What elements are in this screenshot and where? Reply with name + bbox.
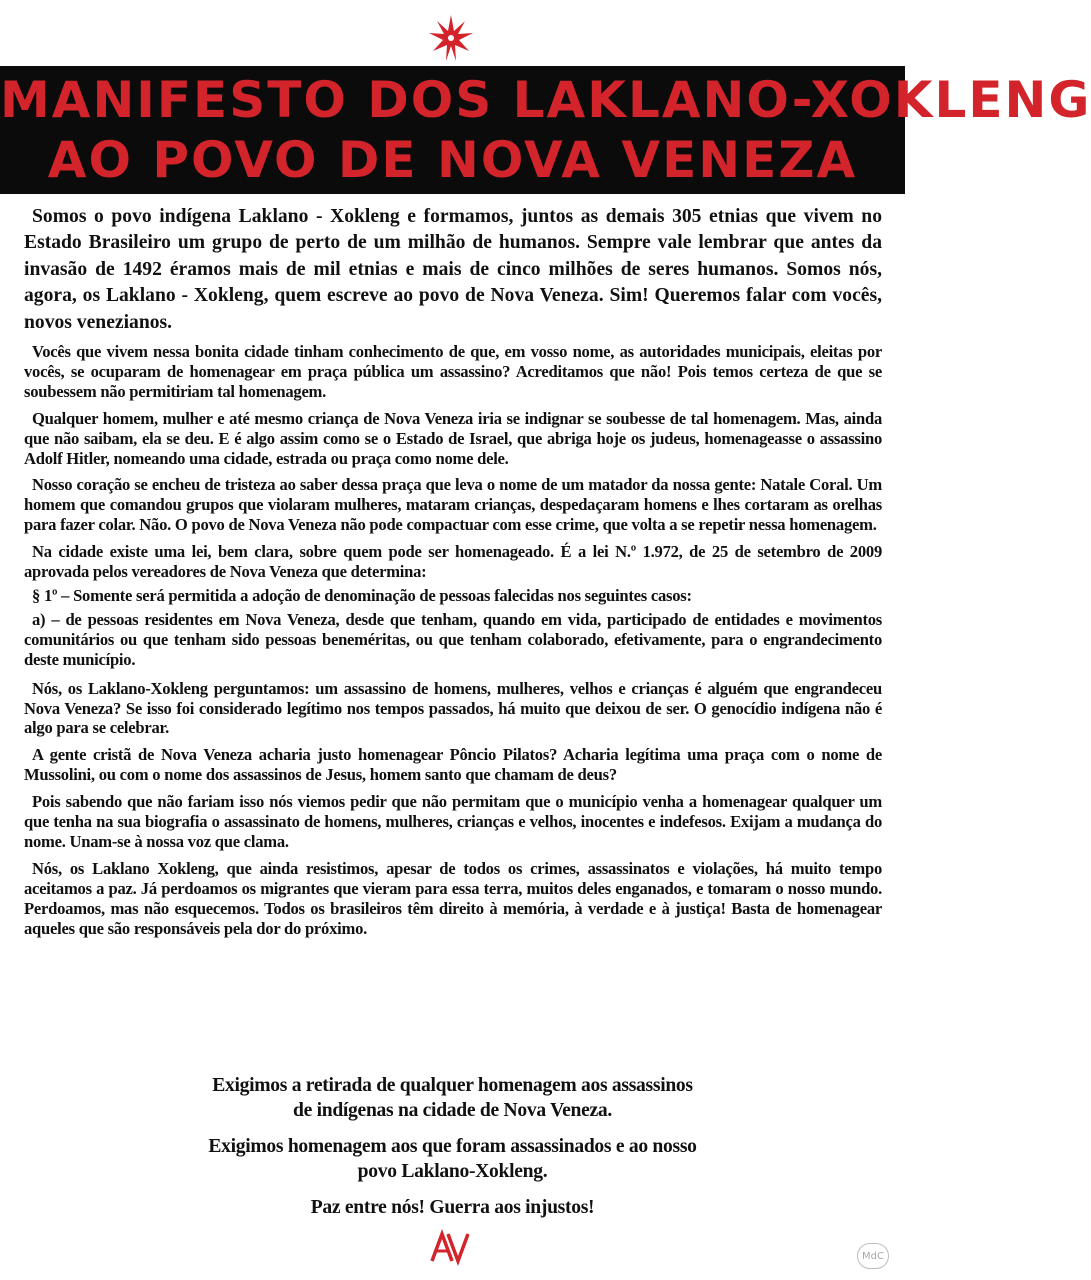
demand-homage-line-2: povo Laklano-Xokleng.	[357, 1160, 548, 1182]
demand-removal	[100, 1074, 805, 1123]
manifesto-body	[24, 204, 882, 946]
demand-homage-line-1: Exigimos homenagem aos que foram assassinados e ao nosso	[208, 1136, 697, 1158]
page-title-line-2: AO POVO DE NOVA VENEZA	[47, 131, 858, 189]
page-title-line-1: MANIFESTO DOS LAKLANO-XOKLENG	[0, 71, 1091, 129]
paragraph-question: Nós, os Laklano-Xokleng perguntamos: um assassino de homens, mulheres, velhos e crianças é alguém que engrandeceu Nova Veneza? Se isso foi considerado legítimo nos tempos passados, há muito que deixou de ser. O genocídio indígena não é algo para se celebrar.	[24, 678, 882, 738]
demand-removal-line-2: de indígenas na cidade de Nova Veneza.	[292, 1099, 612, 1121]
paragraph-authorities: Vocês que vivem nessa bonita cidade tinham conhecimento de que, em vosso nome, as autoridades municipais, eleitas por vocês, se ocuparam de homenagear em praça pública um assassino? Acreditamos que não! Pois temos certeza de que se soubessem não permitiriam tal homenagem.	[24, 342, 882, 401]
closing-demands	[100, 1074, 805, 1233]
av-monogram-icon	[430, 1232, 470, 1262]
demand-removal-line-1: Exigimos a retirada de qualquer homenagem aos assassinos	[212, 1075, 693, 1096]
paragraph-indignation: Qualquer homem, mulher e até mesmo criança de Nova Veneza iria se indignar se soubesse de tal homenagem. Mas, ainda que não saibam, ela se deu. E é algo assim como se o Estado de Israel, que abriga hoje os judeus, homenageasse o assassino Adolf Hitler, nomeando uma cidade, estrada ou praça como nome dele.	[24, 408, 882, 468]
intro-paragraph: Somos o povo indígena Laklano - Xokleng e formamos, juntos as demais 305 etnias que vivem no Estado Brasileiro um grupo de perto de um milhão de humanos. Sempre vale lembrar que antes da invasão de 1492 éramos mais de mil etnias e mais de cinco milhões de seres humanos. Somos nós, agora, os Laklano - Xokleng, quem escreve ao povo de Nova Veneza. Sim! Queremos falar com vocês, novos venezianos.	[24, 206, 882, 333]
paragraph-law-section-1: § 1º – Somente será permitida a adoção de denominação de pessoas falecidas nos seguintes casos:	[32, 586, 692, 605]
paragraph-christian-people: A gente cristã de Nova Veneza acharia justo homenagear Pôncio Pilatos? Acharia legítima uma praça com o nome de Mussolini, ou com o nome dos assassinos de Jesus, homem santo que chamam de deus?	[24, 745, 882, 785]
paragraph-request: Pois sabendo que não fariam isso nós viemos pedir que não permitam que o município venha a homenagear qualquer um que tenha na sua biografia o assassinato de homens, mulheres, crianças e velhos, inocentes e indefesos. Exijam a mudança do nome. Unam-se à nossa voz que clama.	[24, 792, 882, 851]
paragraph-law: Na cidade existe uma lei, bem clara, sobre quem pode ser homenageado. É a lei N.º 1.972, de 25 de setembro de 2009 aprovada pelos vereadores de Nova Veneza que determina:	[24, 542, 882, 582]
paragraph-natale-coral: Nosso coração se encheu de tristeza ao saber dessa praça que leva o nome de um matador da nossa gente: Natale Coral. Um homem que comandou grupos que violaram mulheres, mataram crianças, despedaçaram homens e lhes cortaram as orelhas para fazer colar. Não. O povo de Nova Veneza não pode compactuar com esse crime, que volta a se repetir nessa homenagem.	[24, 475, 882, 535]
slogan: Paz entre nós! Guerra aos injustos!	[310, 1197, 595, 1219]
demand-homage	[100, 1135, 805, 1184]
sun-star-icon	[427, 14, 475, 62]
title-band	[0, 66, 1091, 194]
paragraph-law-item-a: a) – de pessoas residentes em Nova Veneza, desde que tenham, quando em vida, participado de entidades e movimentos comunitários ou que tenham sido pessoas beneméritas, ou que tenham colaborado, efetivamente, para o engrandecimento deste município.	[24, 609, 882, 669]
watermark-logo: MdC	[857, 1243, 889, 1269]
paragraph-peace: Nós, os Laklano Xokleng, que ainda resistimos, apesar de todos os crimes, assassinatos e violações, há muito tempo aceitamos a paz. Já perdoamos os migrantes que vieram para essa terra, muitos deles enganados, e tomaram o nosso mundo. Perdoamos, mas não esquecemos. Todos os brasileiros têm direito à memória, à verdade e à justiça! Basta de homenagear aqueles que são responsáveis pela dor do próximo.	[24, 858, 882, 938]
